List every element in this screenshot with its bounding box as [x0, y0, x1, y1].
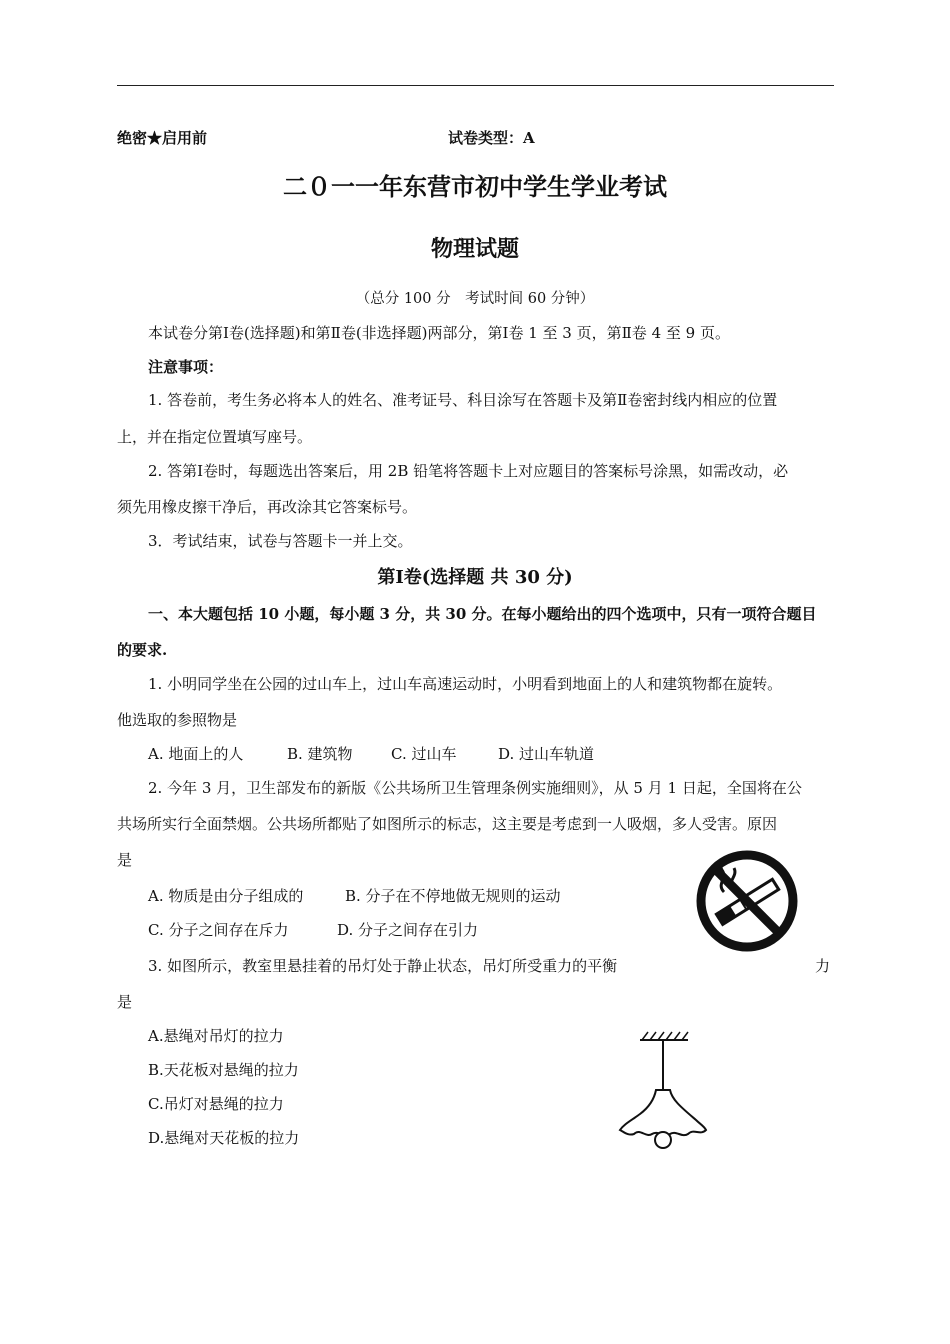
- confidential-label: 绝密★启用前: [117, 129, 208, 147]
- section-1-title: 第Ⅰ卷(选择题 共 30 分): [377, 567, 573, 588]
- section-1-instructions-line-2: 的要求.: [117, 641, 168, 659]
- q2-stem-line-3: 是: [117, 851, 133, 869]
- q2-option-a: A. 物质是由分子组成的: [148, 887, 304, 905]
- q1-option-b: B. 建筑物: [287, 745, 353, 763]
- q2-stem-line-2: 共场所实行全面禁烟。公共场所都贴了如图所示的标志，这主要是考虑到一人吸烟，多人受害。原因: [117, 815, 778, 833]
- note-3: 3．考试结束，试卷与答题卡一并上交。: [148, 532, 413, 550]
- intro-text: 本试卷分第Ⅰ卷(选择题)和第Ⅱ卷(非选择题)两部分，第Ⅰ卷 1 至 3 页，第Ⅱ卷 4 至 9 页。: [148, 324, 730, 342]
- top-rule: [117, 85, 834, 86]
- q1-stem-line-1: 1. 小明同学坐在公园的过山车上，过山车高速运动时，小明看到地面上的人和建筑物都在旋转。: [148, 675, 783, 693]
- q3-stem-line-1: 3. 如图所示，教室里悬挂着的吊灯处于静止状态，吊灯所受重力的平衡: [148, 957, 618, 975]
- note-1-line-2: 上，并在指定位置填写座号。: [117, 428, 313, 446]
- q3-stem-line-1-end: 力: [815, 957, 831, 975]
- note-2-line-1: 2. 答第Ⅰ卷时，每题选出答案后，用 2B 铅笔将答题卡上对应题目的答案标号涂黑，如需改动，必: [148, 462, 789, 480]
- exam-title: 二０一一年东营市初中学生学业考试: [283, 172, 667, 201]
- subject-title: 物理试题: [430, 236, 519, 262]
- section-1-instructions-line-1: 一、本大题包括 10 小题，每小题 3 分，共 30 分。在每小题给出的四个选项中，只有一项符合题目: [148, 605, 817, 623]
- q1-option-c: C. 过山车: [391, 745, 457, 763]
- q2-stem-line-1: 2. 今年 3 月，卫生部发布的新版《公共场所卫生管理条例实施细则》，从 5 月 1 日起，全国将在公: [148, 779, 802, 797]
- q3-option-b: B.天花板对悬绳的拉力: [148, 1061, 299, 1079]
- q3-option-a: A.悬绳对吊灯的拉力: [148, 1027, 284, 1045]
- q2-option-c: C. 分子之间存在斥力: [148, 921, 289, 939]
- q3-stem-line-2: 是: [117, 993, 133, 1011]
- q1-option-a: A. 地面上的人: [148, 745, 244, 763]
- q2-option-d: D. 分子之间存在引力: [337, 921, 479, 939]
- q1-stem-line-2: 他选取的参照物是: [117, 711, 238, 729]
- paper-type-label: 试卷类型：A: [448, 129, 535, 147]
- note-2-line-2: 须先用橡皮擦干净后，再改涂其它答案标号。: [117, 498, 418, 516]
- q2-option-b: B. 分子在不停地做无规则的运动: [345, 887, 561, 905]
- note-1-line-1: 1. 答卷前，考生务必将本人的姓名、准考证号、科目涂写在答题卡及第Ⅱ卷密封线内相应的位置: [148, 391, 778, 409]
- score-time: （总分 100 分 考试时间 60 分钟）: [355, 291, 595, 307]
- q3-option-d: D.悬绳对天花板的拉力: [148, 1129, 300, 1147]
- no-smoking-sign-icon: [694, 848, 800, 954]
- q1-option-d: D. 过山车轨道: [498, 745, 595, 763]
- hanging-lamp-diagram: [610, 1028, 720, 1153]
- notes-heading: 注意事项：: [148, 358, 224, 376]
- q3-option-c: C.吊灯对悬绳的拉力: [148, 1095, 284, 1113]
